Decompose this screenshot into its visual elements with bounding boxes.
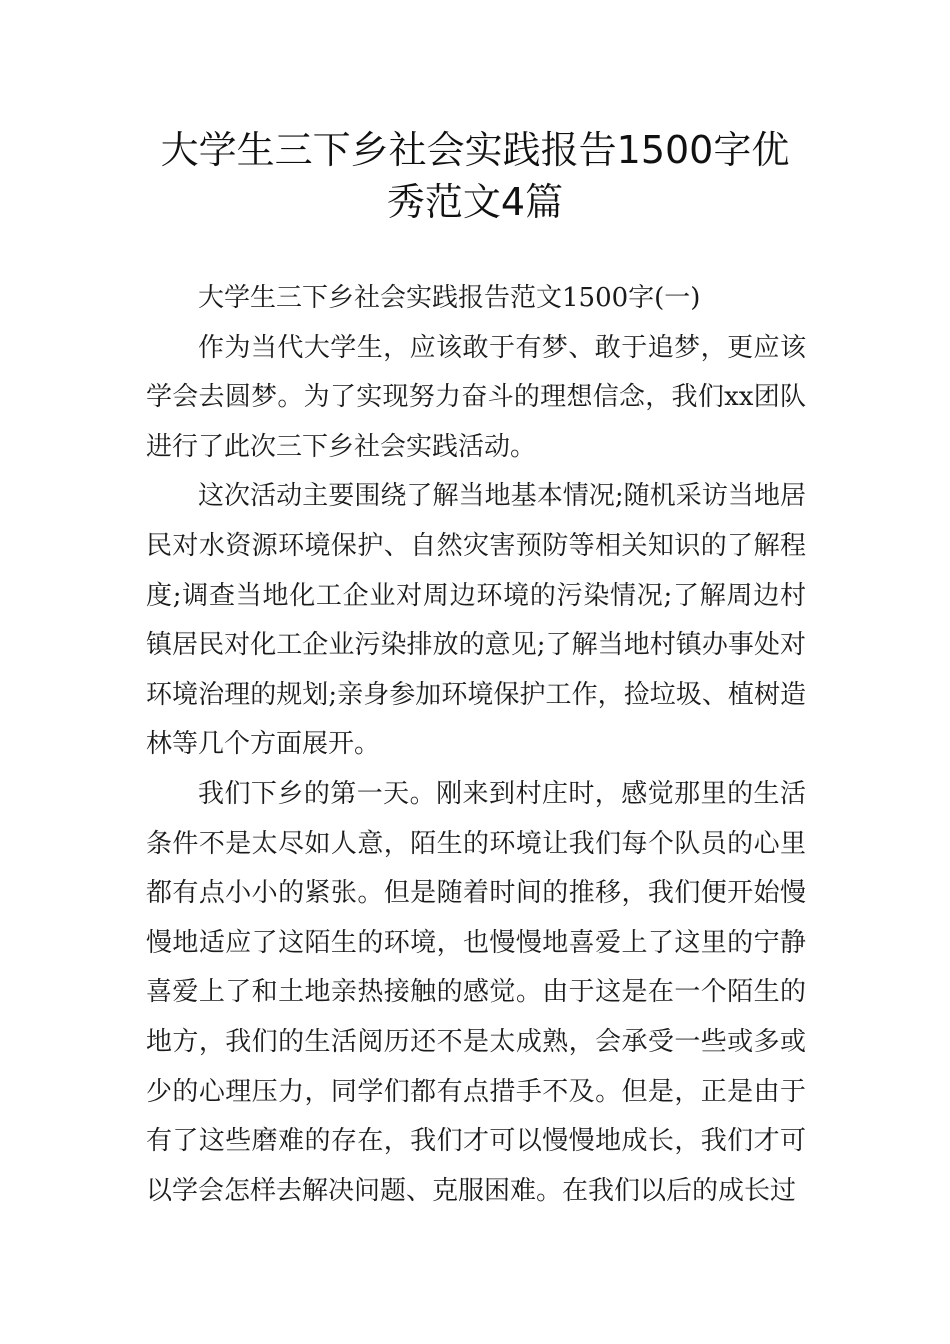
body-paragraph: 这次活动主要围绕了解当地基本情况;随机采访当地居民对水资源环境保护、自然灾害预防等相关知识的了解程度;调查当地化工企业对周边环境的污染情况;了解周边村镇居民对化工企业污染排放的意见;了解当地村镇办事处对环境治理的规划;亲身参加环境保护工作，捡垃圾、植树造林等几个方面展开。 xyxy=(146,481,806,760)
document-title xyxy=(140,124,810,228)
document-title-line-1: 大学生三下乡社会实践报告1500字优 xyxy=(160,128,790,172)
document-body xyxy=(146,274,806,1216)
section-heading: 大学生三下乡社会实践报告范文1500字(一) xyxy=(198,283,701,313)
body-paragraph: 我们下乡的第一天。刚来到村庄时，感觉那里的生活条件不是太尽如人意，陌生的环境让我们每个队员的心里都有点小小的紧张。但是随着时间的推移，我们便开始慢慢地适应了这陌生的环境，也慢慢地喜爱上了这里的宁静喜爱上了和土地亲热接触的感觉。由于这是在一个陌生的地方，我们的生活阅历还不是太成熟，会承受一些或多或少的心理压力，同学们都有点措手不及。但是，正是由于有了这些磨难的存在，我们才可以慢慢地成长，我们才可以学会怎样去解决问题、克服困难。在我们以后的成长过 xyxy=(146,778,806,1206)
document-title-line-2: 秀范文4篇 xyxy=(386,180,564,224)
body-paragraph: 作为当代大学生，应该敢于有梦、敢于追梦，更应该学会去圆梦。为了实现努力奋斗的理想信念，我们xx团队进行了此次三下乡社会实践活动。 xyxy=(146,332,806,462)
